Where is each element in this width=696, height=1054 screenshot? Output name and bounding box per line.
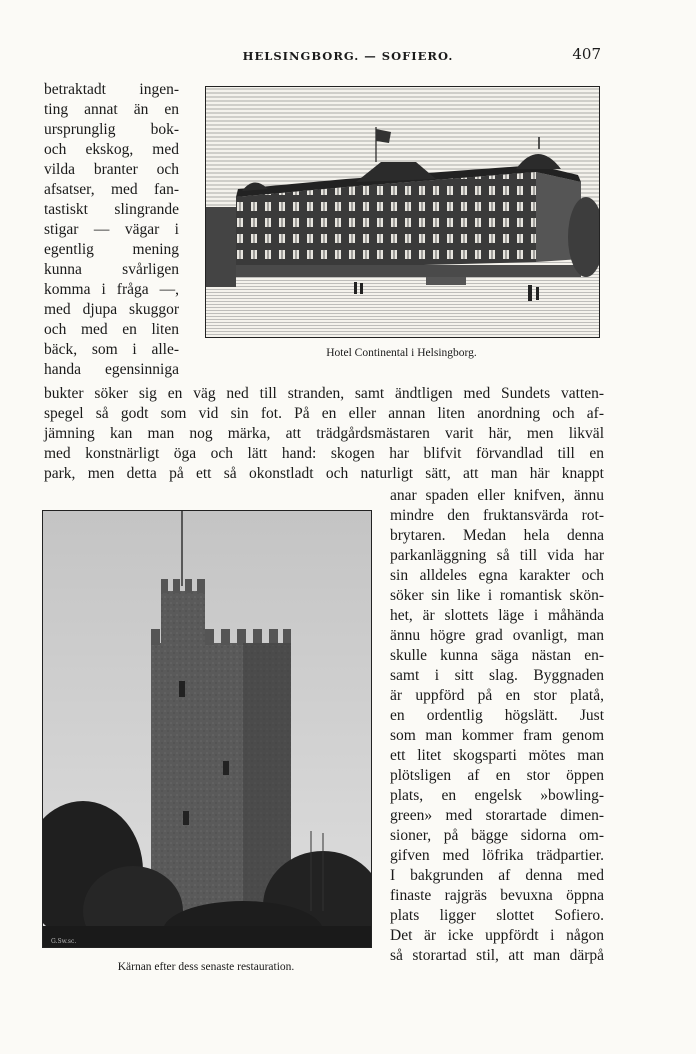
text-line: sioner, på bägge sidorna om- <box>390 827 604 844</box>
text-line: anar spaden eller knifven, ännu <box>390 487 604 504</box>
text-line: komma i fråga —, <box>44 281 179 298</box>
text-line: egentlig mening <box>44 241 179 258</box>
text-line: finaste rajgräs bevuxna öppna <box>390 887 604 904</box>
text-line: parkanläggning så till vida har <box>390 547 604 564</box>
running-title: HELSINGBORG. — SOFIERO. <box>242 49 454 63</box>
text-line: söker sin like i romantisk skön- <box>390 587 604 604</box>
text-line: så storartad stil, att man därpå <box>390 947 604 964</box>
text-line: ursprunglig bok- <box>44 121 179 138</box>
text-line: plats, en engelsk »bowling- <box>390 787 604 804</box>
text-line: afsatser, med fan- <box>44 181 179 198</box>
hotel-caption: Hotel Continental i Helsingborg. <box>326 347 477 359</box>
text-line: bukter söker sig en väg ned till stranden, samt ändtligen med Sundets vatten- <box>44 385 604 402</box>
text-line: green» med storartade dimen- <box>390 807 604 824</box>
text-line: park, men detta på ett så okonstladt och naturligt sätt, att man här knappt <box>44 465 604 482</box>
text-line: spegel så godt som vid sin fot. På en eller annan liten anordning och af- <box>44 405 604 422</box>
text-line: jämning kan man nog märka, att trädgårdsmästaren varit här, men likväl <box>44 425 604 442</box>
karnan-tower-photo <box>42 510 372 948</box>
text-line: brytaren. Medan hela denna <box>390 527 604 544</box>
text-line: tastiskt slingrande <box>44 201 179 218</box>
text-line: samt i sitt slag. Byggnaden <box>390 667 604 684</box>
text-line: stigar — vägar i <box>44 221 179 238</box>
text-line: betraktadt ingen- <box>44 81 179 98</box>
text-line: mindre den fruktansvärda rot- <box>390 507 604 524</box>
hotel-continental-engraving <box>205 86 600 338</box>
text-line: ännu högre grad ovanligt, man <box>390 627 604 644</box>
text-line: gifven med löfrika trädpartier. <box>390 847 604 864</box>
text-line: som man kommer fram genom <box>390 727 604 744</box>
text-line: bäck, som i alle- <box>44 341 179 358</box>
text-line: kunna svårligen <box>44 261 179 278</box>
text-line: och med en liten <box>44 321 179 338</box>
tower-caption: Kärnan efter dess senaste restauration. <box>117 961 295 973</box>
engraver-signature: G.Sw.sc. <box>51 938 77 945</box>
text-line: plötsligen af en stor öppen <box>390 767 604 784</box>
text-line: med djupa skuggor <box>44 301 179 318</box>
page-number: 407 <box>572 45 601 63</box>
text-line: med konstnärligt öga och lätt hand: skogen har blifvit förvandlad till en <box>44 445 604 462</box>
text-line: ett litet skogsparti mötes man <box>390 747 604 764</box>
text-line: är uppförd på en stor platå, <box>390 687 604 704</box>
text-line: I bakgrunden af denna med <box>390 867 604 884</box>
text-line: skulle kunna säga nästan en- <box>390 647 604 664</box>
text-line: en ordentlig högslätt. Just <box>390 707 604 724</box>
text-line: vilda branter och <box>44 161 179 178</box>
text-line: och ekskog, med <box>44 141 179 158</box>
text-line: sin alldeles egna karakter och <box>390 567 604 584</box>
text-line: plats ligger slottet Sofiero. <box>390 907 604 924</box>
text-line: handa egensinniga <box>44 361 179 378</box>
text-line: ting annat än en <box>44 101 179 118</box>
text-line: Det är icke uppfördt i någon <box>390 927 604 944</box>
text-line: het, är slottets läge i måhända <box>390 607 604 624</box>
